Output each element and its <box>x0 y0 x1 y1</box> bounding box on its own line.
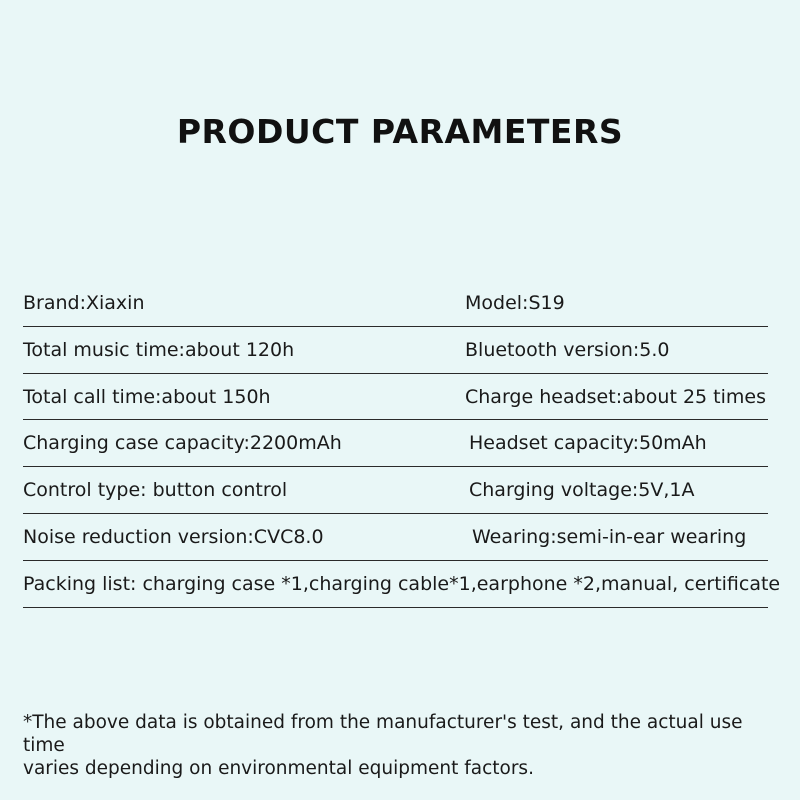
footnote-line-1: *The above data is obtained from the manufacturer's test, and the actual use time <box>23 712 743 756</box>
parameter-wearing: Wearing:semi-in-ear wearing <box>472 525 747 548</box>
footnote-line-2: varies depending on environmental equipment factors. <box>23 758 534 779</box>
parameter-music-time: Total music time:about 120h <box>23 338 295 361</box>
parameter-row <box>23 467 768 514</box>
parameter-call-time: Total call time:about 150h <box>23 385 271 408</box>
parameter-control-type: Control type: button control <box>23 479 288 502</box>
parameter-row-packing-list <box>23 561 781 608</box>
parameter-row <box>23 327 768 374</box>
parameter-row <box>23 514 768 561</box>
parameters-table <box>23 280 781 608</box>
page-title: PRODUCT PARAMETERS <box>176 112 624 151</box>
parameter-case-capacity: Charging case capacity:2200mAh <box>23 432 342 455</box>
parameter-noise-reduction: Noise reduction version:CVC8.0 <box>23 525 324 548</box>
parameter-brand: Brand:Xiaxin <box>23 292 145 314</box>
parameter-model: Model:S19 <box>465 292 565 314</box>
parameter-headset-capacity: Headset capacity:50mAh <box>469 432 707 455</box>
parameter-row <box>23 420 768 467</box>
parameter-bluetooth-version: Bluetooth version:5.0 <box>465 338 670 361</box>
parameter-charging-voltage: Charging voltage:5V,1A <box>469 479 695 502</box>
parameter-packing-list: Packing list: charging case *1,charging cable*1,earphone *2,manual, certificate <box>23 572 781 595</box>
parameter-row <box>23 280 768 327</box>
parameter-charge-headset: Charge headset:about 25 times <box>465 385 766 408</box>
parameter-row <box>23 374 768 421</box>
footnote <box>23 711 788 780</box>
